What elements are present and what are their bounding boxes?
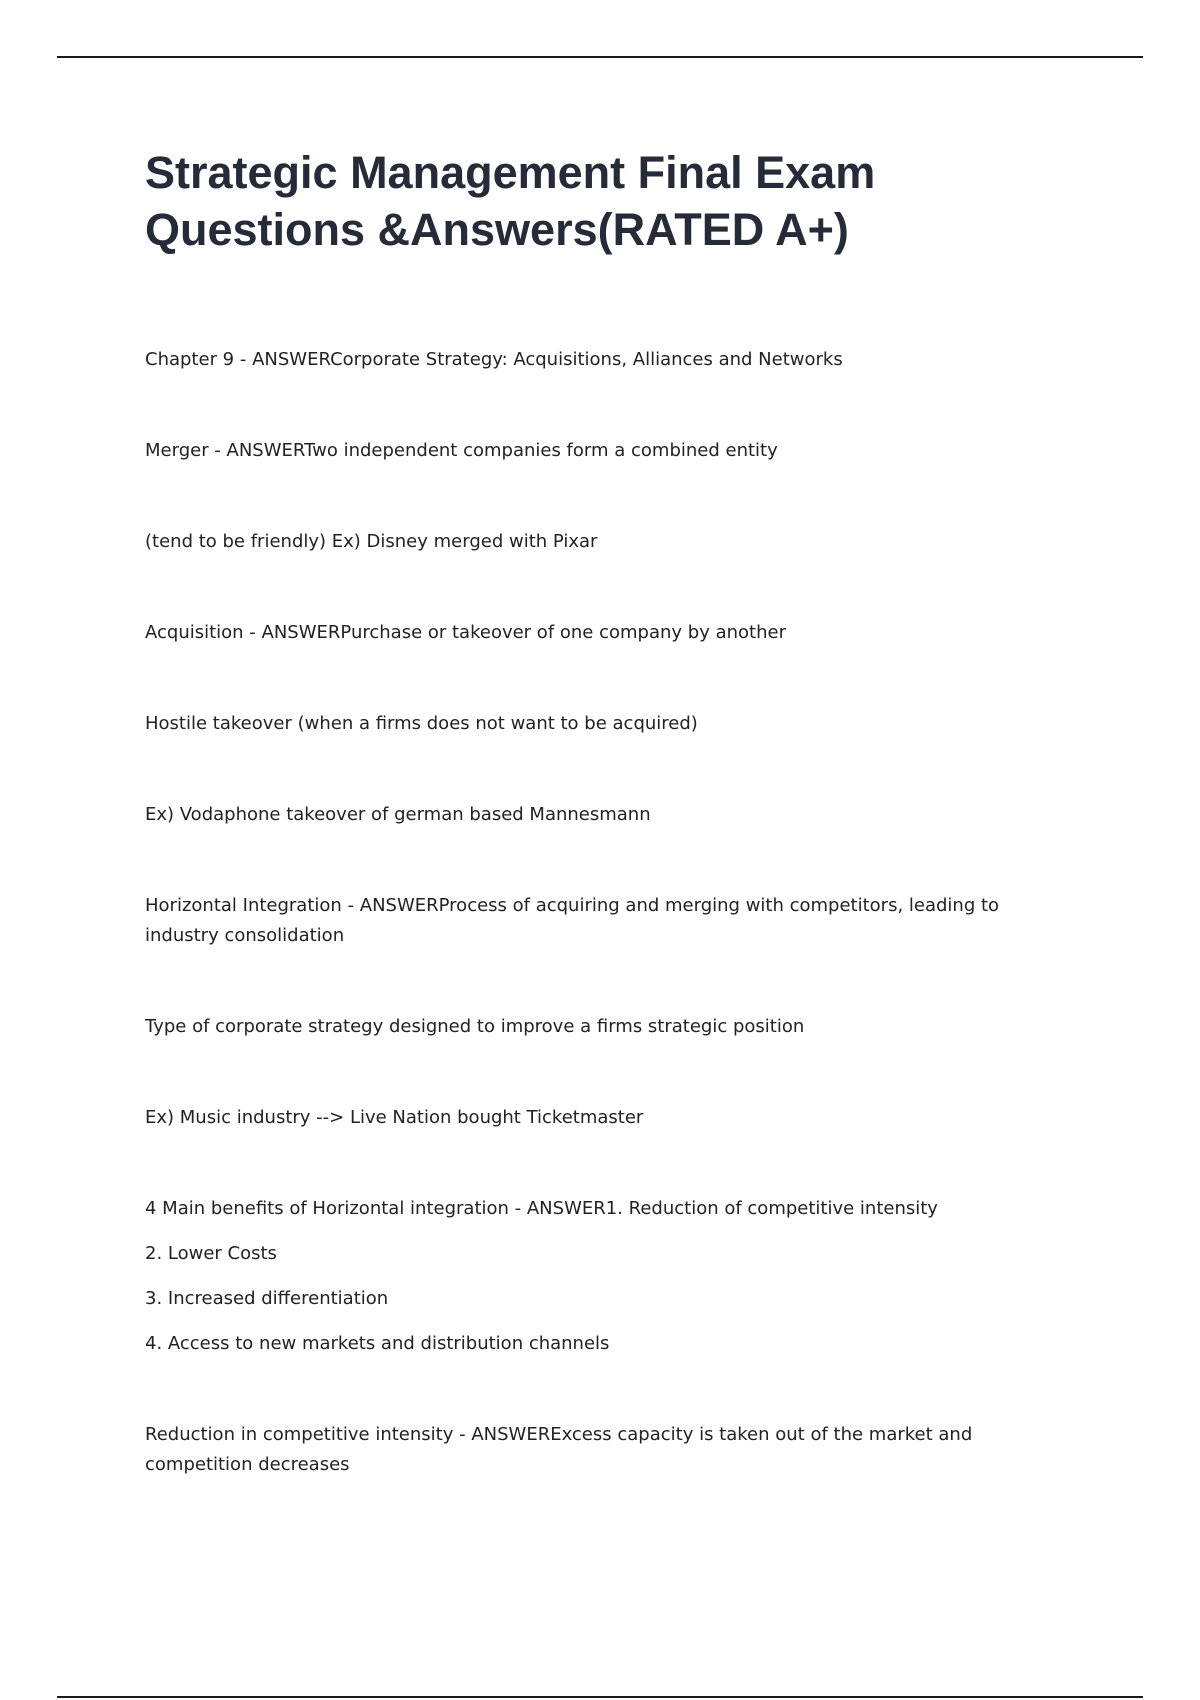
bottom-divider (57, 1696, 1143, 1698)
paragraph-reduction-competitive-intensity: Reduction in competitive intensity - ANSWERExcess capacity is taken out of the market and competition decreases (145, 1424, 973, 1475)
title-line-1: Strategic Management Final Exam (145, 147, 876, 198)
paragraph-benefits-3: 3. Increased differentiation (145, 1288, 389, 1309)
title-line-2: Questions &Answers(RATED A+) (145, 204, 849, 255)
paragraph-merger-example: (tend to be friendly) Ex) Disney merged with Pixar (145, 531, 598, 552)
paragraph-corporate-strategy-type: Type of corporate strategy designed to improve a firms strategic position (145, 1016, 805, 1037)
paragraph-hostile-takeover: Hostile takeover (when a firms does not want to be acquired) (145, 713, 698, 734)
paragraph-benefits-1: 4 Main benefits of Horizontal integration - ANSWER1. Reduction of competitive intensity (145, 1198, 938, 1219)
paragraph-hostile-example: Ex) Vodaphone takeover of german based Mannesmann (145, 804, 651, 825)
paragraph-merger: Merger - ANSWERTwo independent companies form a combined entity (145, 440, 778, 461)
top-divider (57, 56, 1143, 58)
paragraph-music-example: Ex) Music industry --> Live Nation bought Ticketmaster (145, 1107, 644, 1128)
paragraph-chapter-9: Chapter 9 - ANSWERCorporate Strategy: Acquisitions, Alliances and Networks (145, 349, 843, 370)
document-title (145, 144, 1045, 258)
paragraph-benefits-2: 2. Lower Costs (145, 1243, 277, 1264)
paragraph-benefits-4: 4. Access to new markets and distribution channels (145, 1333, 610, 1354)
paragraph-horizontal-integration: Horizontal Integration - ANSWERProcess of acquiring and merging with competitors, leading to industry consolidation (145, 895, 1000, 946)
paragraph-acquisition: Acquisition - ANSWERPurchase or takeover of one company by another (145, 622, 786, 643)
